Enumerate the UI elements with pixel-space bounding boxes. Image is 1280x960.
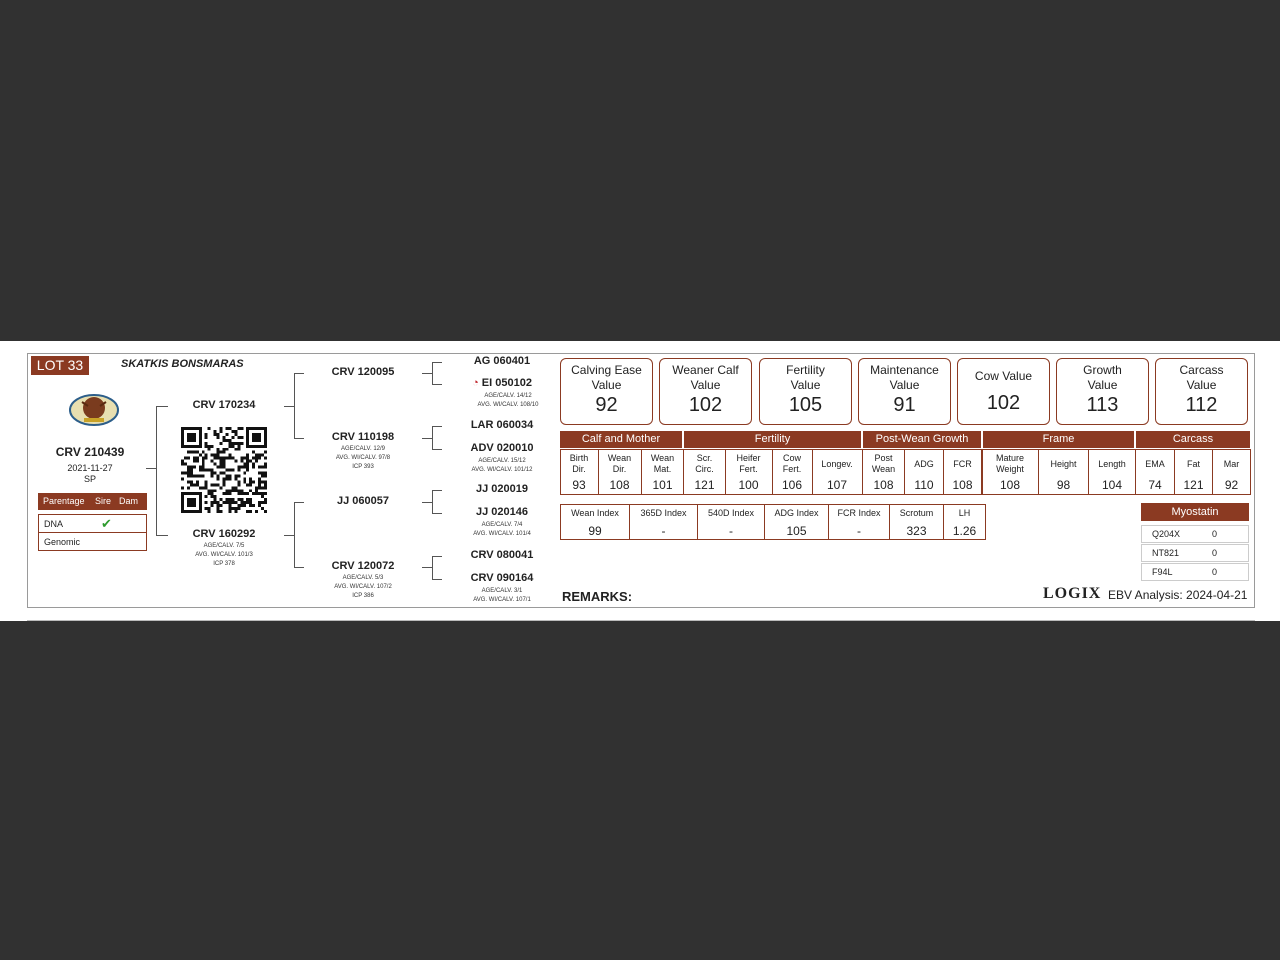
parentage-table — [38, 514, 147, 551]
ebv-heifer-fert: Heifer Fert. 100 — [736, 453, 761, 492]
group-calf-mother: Calf and Mother — [560, 431, 682, 448]
ebv-length: Length 104 — [1098, 458, 1126, 492]
logix-logo: LOGIX — [1043, 585, 1102, 602]
ebv-adg: ADG 110 — [914, 458, 934, 492]
dss-id: JJ 020019 — [476, 483, 528, 495]
dsd-id: JJ 020146 — [476, 506, 528, 518]
sire-dam-id: CRV 110198 — [331, 431, 395, 443]
ddd-id: CRV 090164 — [470, 572, 534, 584]
extra-wean-index: Wean Index 99 — [571, 508, 619, 538]
sdd-stats: AGE/CALV. 15/12 AVG. WI/CALV. 101/12 — [471, 458, 533, 473]
dam-label: Dam — [119, 496, 139, 506]
divider — [27, 620, 1255, 621]
dsd-stats: AGE/CALV. 7/4 AVG. WI/CALV. 101/4 — [473, 522, 531, 537]
dam-dam-stats: AGE/CALV. 5/3 AVG. WI/CALV. 107/2 ICP 386 — [334, 575, 392, 599]
ebv-wean-dir: Wean Dir. 108 — [607, 453, 632, 492]
ebv-mar: Mar 92 — [1223, 458, 1240, 492]
index-fertility: Fertility Value 105 — [759, 358, 852, 425]
ebv-longev: Longev. 107 — [821, 458, 853, 492]
group-fertility: Fertility — [684, 431, 861, 448]
check-icon: ✔ — [101, 516, 112, 531]
animal-date: 2021-11-27 — [67, 463, 113, 473]
group-frame: Frame — [983, 431, 1134, 448]
logix-mark-icon: ◔ — [472, 377, 479, 389]
index-weaner-calf: Weaner Calf Value 102 — [659, 358, 752, 425]
animal-code: SP — [83, 474, 96, 484]
index-calving-ease: Calving Ease Value 92 — [560, 358, 653, 425]
dam-sire-id: JJ 060057 — [337, 495, 389, 507]
group-post-wean: Post-Wean Growth — [863, 431, 981, 448]
extra-scrotum: Scrotum 323 — [899, 508, 934, 538]
ebv-table-carcass — [1135, 449, 1251, 495]
ebv-cow-fert: Cow Fert. 106 — [781, 453, 803, 492]
ebv-post-wean: Post Wean 108 — [871, 453, 896, 492]
ebv-height: Height 98 — [1050, 458, 1077, 492]
remarks-label: REMARKS: — [562, 589, 633, 604]
breeder-name: SKATKIS BONSMARAS — [121, 358, 244, 370]
dna-row — [39, 515, 146, 533]
ssd-id: ◔ EI 050102 — [472, 377, 532, 389]
lot-card — [0, 341, 1280, 621]
breeder-logo — [68, 388, 120, 428]
extra-365d-index: 365D Index - — [640, 508, 687, 538]
ebv-table-fertility — [683, 449, 863, 495]
group-carcass: Carcass — [1136, 431, 1250, 448]
lot-badge: LOT 33 — [31, 356, 89, 375]
ebv-mature-weight: Mature Weight 108 — [995, 453, 1024, 492]
sire-id: CRV 170234 — [192, 399, 256, 411]
ebv-birth-dir: Birth Dir. 93 — [569, 453, 589, 492]
extra-adg-index: ADG Index 105 — [774, 508, 819, 538]
sss-id: AG 060401 — [473, 355, 531, 367]
sire-sire-id: CRV 120095 — [331, 366, 395, 378]
genomic-row — [39, 533, 146, 551]
ebv-table-frame — [982, 449, 1136, 495]
ebv-scr-circ: Scr. Circ. 121 — [694, 453, 715, 492]
ebv-ema: EMA 74 — [1145, 458, 1165, 492]
index-growth: Growth Value 113 — [1056, 358, 1149, 425]
extra-index-table — [560, 504, 986, 540]
myostatin-header: Myostatin — [1141, 503, 1249, 521]
dam-stats: AGE/CALV. 7/5 AVG. WI/CALV. 101/3 ICP 378 — [195, 543, 253, 567]
myostatin-row: NT821 0 — [1141, 544, 1249, 562]
myostatin-row: Q204X 0 — [1141, 525, 1249, 543]
sds-id: LAR 060034 — [470, 419, 534, 431]
ebv-table-post-wean — [862, 449, 982, 495]
sire-dam-stats: AGE/CALV. 12/9 AVG. WI/CALV. 97/8 ICP 393 — [335, 446, 391, 470]
parentage-header — [38, 493, 147, 510]
ebv-fat: Fat 121 — [1183, 458, 1204, 492]
dna-label: DNA — [44, 519, 64, 529]
extra-lh: LH 1.26 — [952, 508, 977, 538]
extra-fcr-index: FCR Index - — [837, 508, 881, 538]
ebv-wean-mat: Wean Mat. 101 — [650, 453, 675, 492]
ebv-table-calf — [560, 449, 684, 495]
sdd-id: ADV 020010 — [470, 442, 534, 454]
dam-id: CRV 160292 — [192, 528, 256, 540]
sire-label: Sire — [95, 496, 112, 506]
analysis-date: EBV Analysis: 2024-04-21 — [1108, 588, 1248, 602]
index-cow-value: Cow Value 102 — [957, 358, 1050, 425]
dds-id: CRV 080041 — [470, 549, 534, 561]
index-maintenance: Maintenance Value 91 — [858, 358, 951, 425]
animal-id: CRV 210439 — [55, 445, 125, 459]
extra-540d-index: 540D Index - — [707, 508, 755, 538]
index-carcass: Carcass Value 112 — [1155, 358, 1248, 425]
ddd-stats: AGE/CALV. 3/1 AVG. WI/CALV. 107/1 — [473, 588, 531, 603]
myostatin-row: F94L 0 — [1141, 563, 1249, 581]
qr-code-icon[interactable] — [181, 427, 267, 513]
ssd-stats: AGE/CALV. 14/12 AVG. WI/CALV. 108/10 — [477, 393, 539, 408]
ebv-fcr: FCR 108 — [952, 458, 973, 492]
parentage-label: Parentage — [43, 496, 85, 506]
genomic-label: Genomic — [44, 537, 81, 547]
dam-dam-id: CRV 120072 — [331, 560, 395, 572]
